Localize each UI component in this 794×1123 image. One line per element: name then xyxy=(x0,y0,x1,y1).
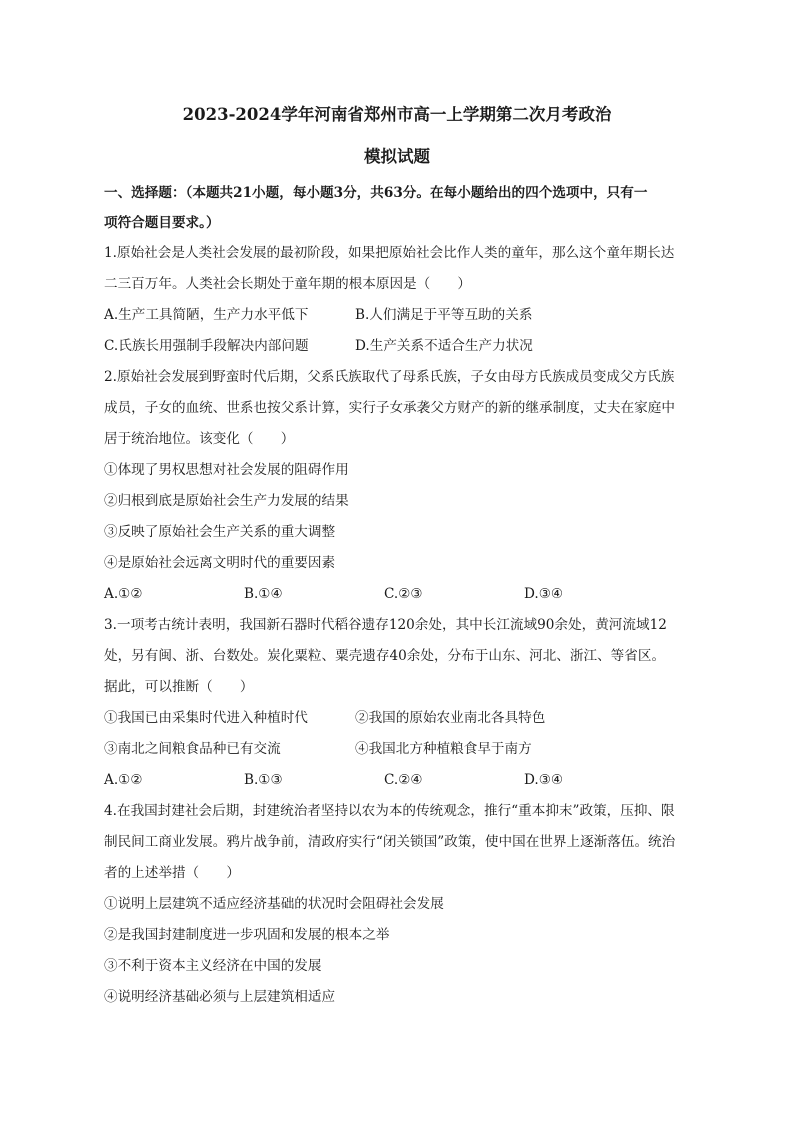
question-1-stem-line2: 二三百万年。人类社会长期处于童年期的根本原因是（ ） xyxy=(104,276,472,292)
question-2 xyxy=(104,362,690,610)
question-2-statement-2: ②归根到底是原始社会生产力发展的结果 xyxy=(104,493,349,509)
question-3-statement-2: ②我国的原始农业南北各具特色 xyxy=(355,710,546,726)
question-4-statement-2: ②是我国封建制度进一步巩固和发展的根本之举 xyxy=(104,927,390,943)
question-2-stem-line2: 成员，子女的血统、世系也按父系计算，实行子女承袭父方财产的新的继承制度，丈夫在家庭中 xyxy=(104,400,675,416)
question-4-stem-line2: 制民间工商业发展。鸦片战争前，清政府实行“闭关锁国”政策，使中国在世界上逐渐落伍。统治 xyxy=(104,834,676,850)
question-3-statements-row1 xyxy=(104,703,690,734)
question-2-option-d[interactable]: D.③④ xyxy=(524,586,564,602)
question-4-statement-4: ④说明经济基础必须与上层建筑相适应 xyxy=(104,989,336,1005)
question-4-stem-line3: 者的上述举措（ ） xyxy=(104,865,240,881)
exam-page xyxy=(104,100,690,1013)
question-3-option-a[interactable]: A.①② xyxy=(104,772,143,788)
question-3-options xyxy=(104,765,690,796)
question-2-option-a[interactable]: A.①② xyxy=(104,586,143,602)
question-4 xyxy=(104,796,690,1013)
question-3-stem-line2: 处，另有闽、浙、台数处。炭化粟粒、粟壳遗存40余处，分布于山东、河北、浙江、等省区。 xyxy=(104,648,666,664)
question-1-option-c[interactable]: C.氏族长用强制手段解决内部问题 xyxy=(104,338,309,354)
question-4-stem-line1: 4.在我国封建社会后期，封建统治者坚持以农为本的传统观念，推行“重本抑末”政策，压抑、限 xyxy=(104,803,675,819)
question-1-options-row1 xyxy=(104,300,690,331)
question-3-option-d[interactable]: D.③④ xyxy=(524,772,564,788)
question-2-statement-4: ④是原始社会远离文明时代的重要因素 xyxy=(104,555,336,571)
question-1-option-a[interactable]: A.生产工具简陋，生产力水平低下 xyxy=(104,307,309,323)
question-4-statement-3: ③不利于资本主义经济在中国的发展 xyxy=(104,958,322,974)
question-2-statement-3: ③反映了原始社会生产关系的重大调整 xyxy=(104,524,336,540)
section-heading-line2: 项符合题目要求。） xyxy=(104,215,220,231)
question-3-statement-4: ④我国北方种植粮食早于南方 xyxy=(355,741,532,757)
question-3 xyxy=(104,610,690,796)
question-3-statement-1: ①我国已由采集时代进入种植时代 xyxy=(104,710,308,726)
question-1-option-d[interactable]: D.生产关系不适合生产力状况 xyxy=(355,338,533,354)
question-3-option-b[interactable]: B.①③ xyxy=(244,772,283,788)
question-3-statements-row2 xyxy=(104,734,690,765)
exam-subtitle: 模拟试题 xyxy=(364,147,430,166)
section-heading-line1: 一、选择题：（本题共21小题，每小题3分，共63分。在每小题给出的四个选项中，只有一 xyxy=(104,185,648,201)
question-2-statement-1: ①体现了男权思想对社会发展的阻碍作用 xyxy=(104,462,349,478)
question-1-stem-line1: 1.原始社会是人类社会发展的最初阶段，如果把原始社会比作人类的童年，那么这个童年期长达 xyxy=(104,245,675,261)
question-3-statement-3: ③南北之间粮食品种已有交流 xyxy=(104,741,281,757)
question-2-stem-line1: 2.原始社会发展到野蛮时代后期，父系氏族取代了母系氏族，子女由母方氏族成员变成父方氏族 xyxy=(104,369,675,385)
question-1-options-row2 xyxy=(104,331,690,362)
question-2-option-b[interactable]: B.①④ xyxy=(244,586,283,602)
question-2-option-c[interactable]: C.②③ xyxy=(384,586,423,602)
question-2-stem-line3: 居于统治地位。该变化（ ） xyxy=(104,431,295,447)
question-3-stem-line3: 据此，可以推断（ ） xyxy=(104,679,254,695)
question-3-stem-line1: 3.一项考古统计表明，我国新石器时代稻谷遗存120余处，其中长江流域90余处，黄河流域12 xyxy=(104,617,667,633)
question-2-options xyxy=(104,579,690,610)
question-4-statement-1: ①说明上层建筑不适应经济基础的状况时会阻碍社会发展 xyxy=(104,896,444,912)
exam-title: 2023-2024学年河南省郑州市高一上学期第二次月考政治 xyxy=(182,105,612,124)
question-3-option-c[interactable]: C.②④ xyxy=(384,772,423,788)
question-1-option-b[interactable]: B.人们满足于平等互助的关系 xyxy=(355,307,533,323)
question-1 xyxy=(104,238,690,362)
